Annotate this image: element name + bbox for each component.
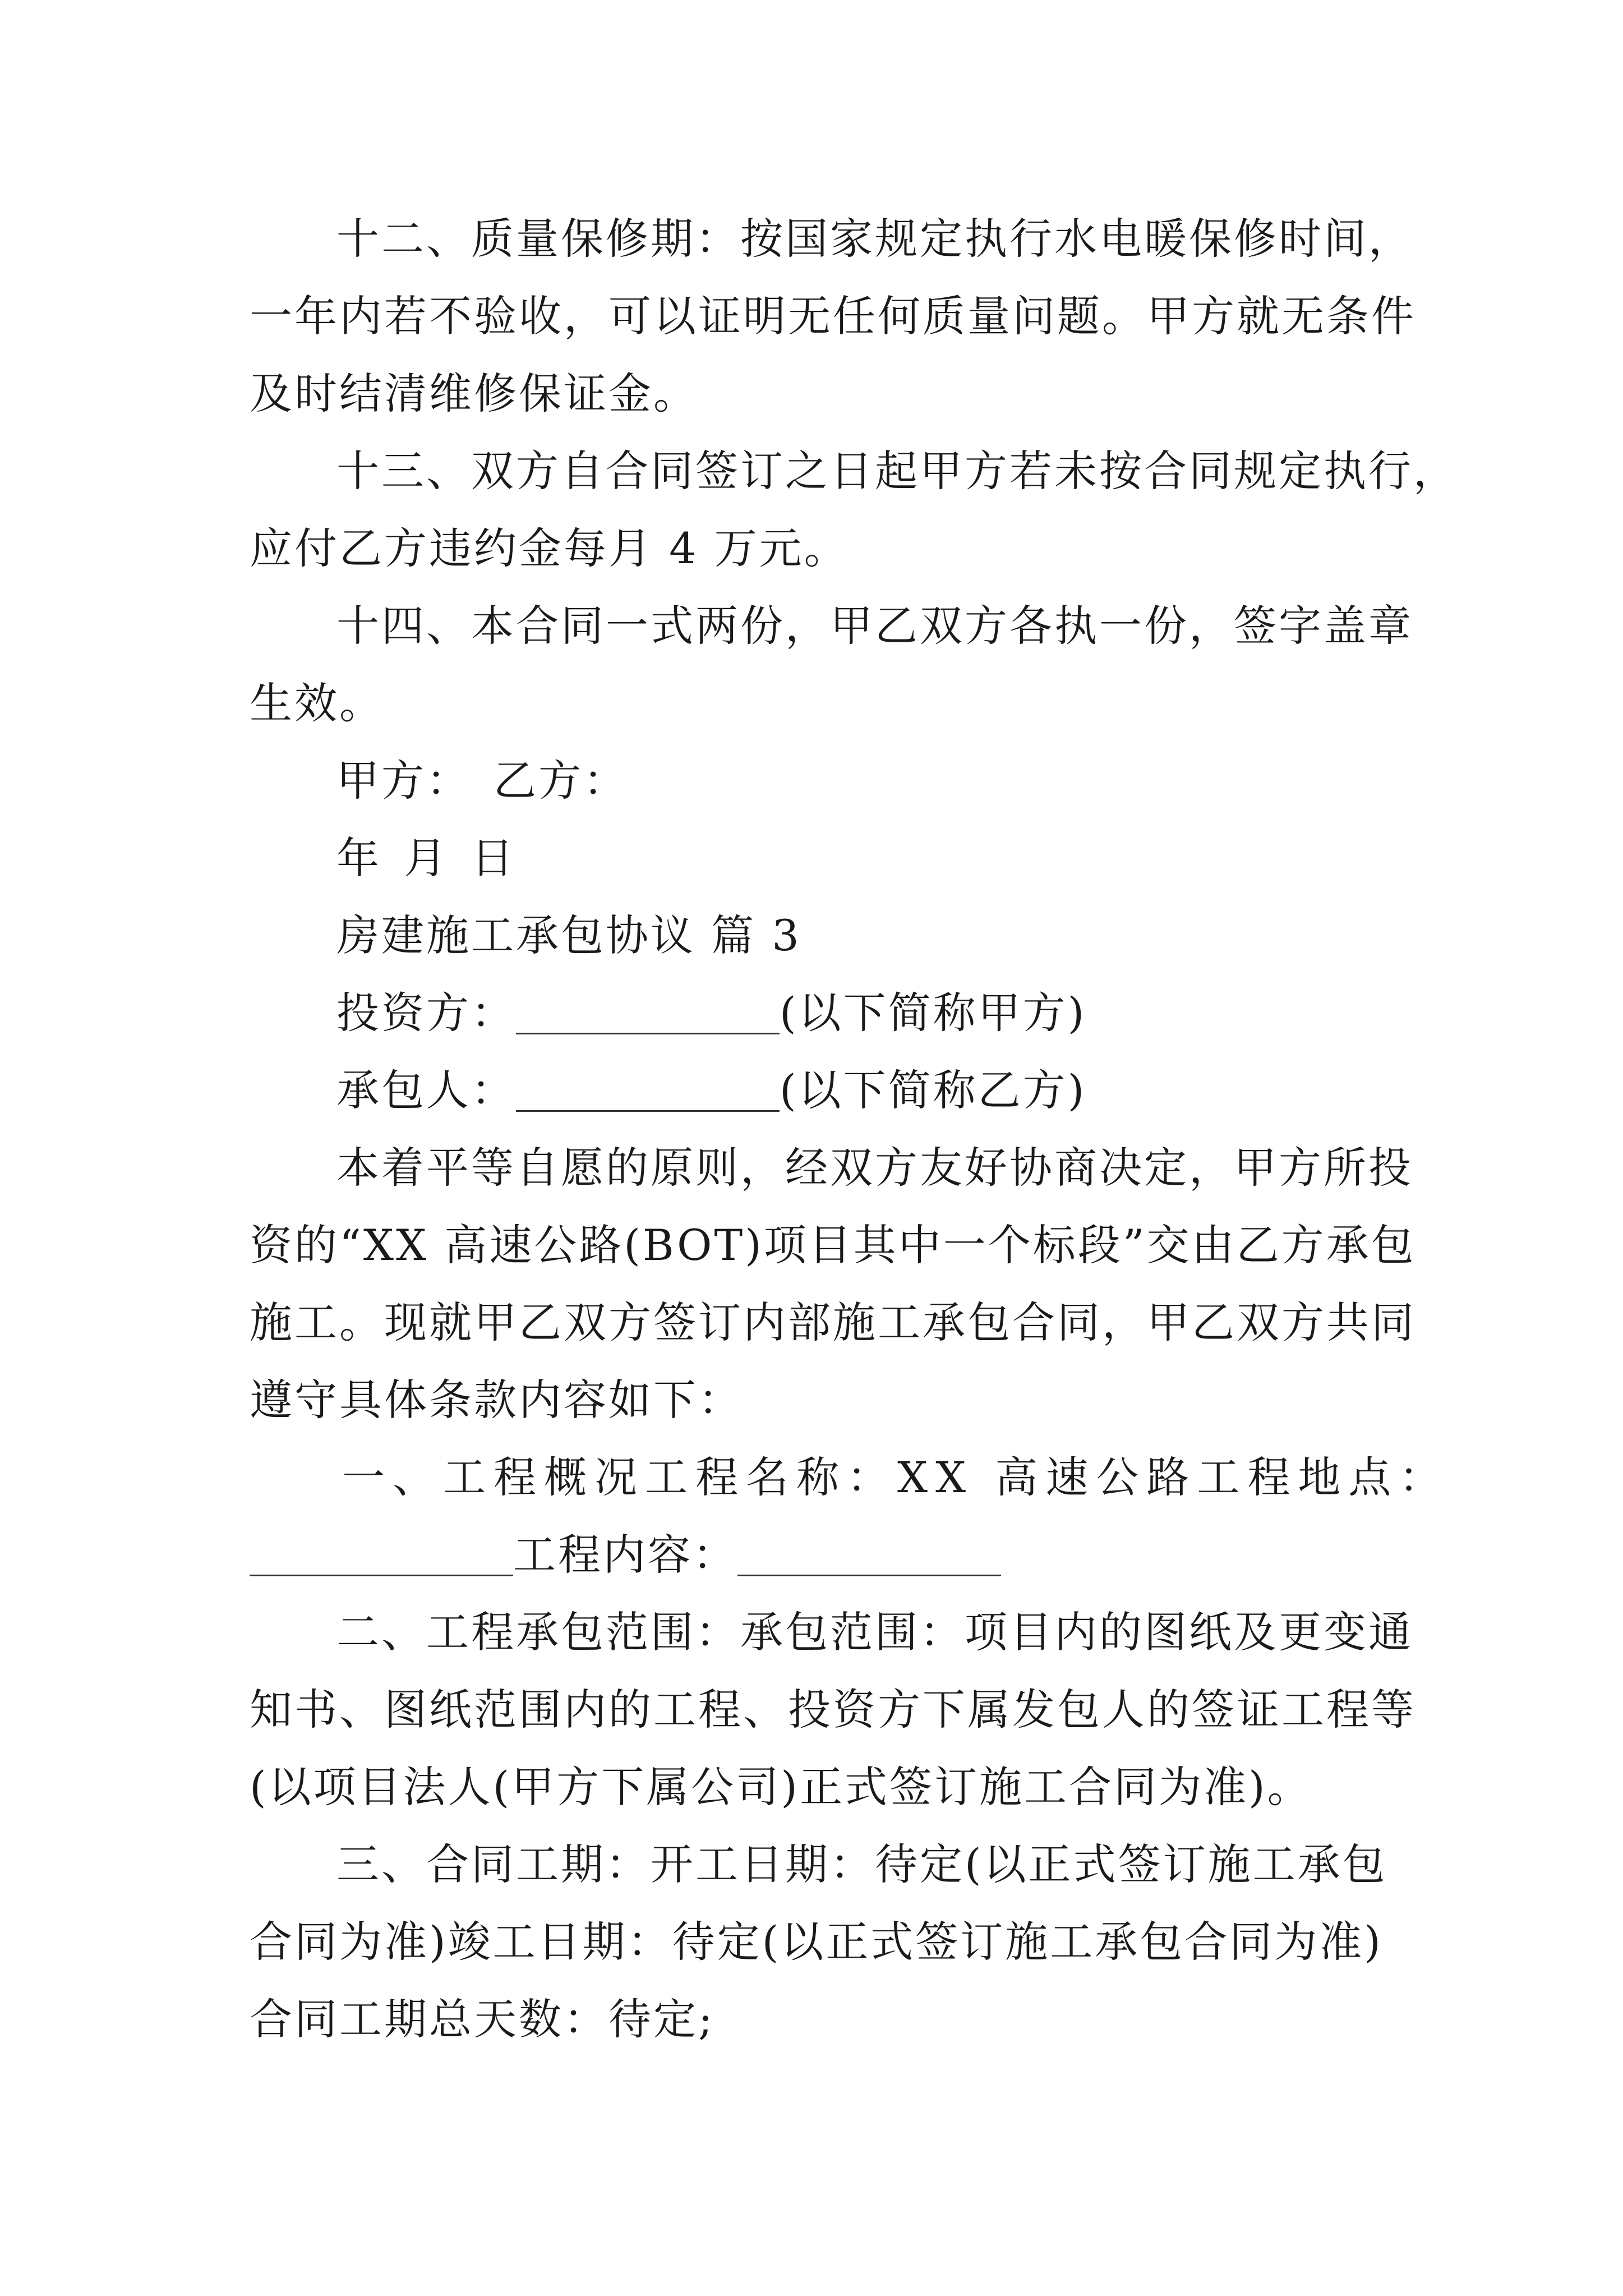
investor-suffix: (以下简称甲方) <box>780 988 1087 1038</box>
month-label: 月 <box>404 833 449 883</box>
clause-3-line-2: 合同为准)竣工日期：待定(以正式签订施工承包合同为准) <box>250 1917 1383 1967</box>
party-a-label: 甲方： <box>336 756 471 806</box>
clause-2-line-1: 二、工程承包范围：承包范围：项目内的图纸及更变通 <box>336 1607 1413 1657</box>
intro-line-1: 本着平等自愿的原则，经双方友好协商决定，甲方所投 <box>336 1143 1413 1193</box>
project-content-label: 工程内容： <box>513 1530 737 1580</box>
project-content-blank <box>737 1539 1001 1576</box>
clause-1-line-2 <box>250 1530 1394 1580</box>
intro-line-4: 遵守具体条款内容如下： <box>250 1375 743 1425</box>
clause-2-line-3: (以项目法人(甲方下属公司)正式签订施工合同为准)。 <box>250 1762 1312 1812</box>
contractor-label: 承包人： <box>336 1065 516 1115</box>
signature-parties <box>336 756 1481 806</box>
clause-12-line-1: 十二、质量保修期：按国家规定执行水电暖保修时间， <box>336 214 1413 264</box>
investor-line <box>336 988 1481 1038</box>
clause-3-line-1: 三、合同工期：开工日期：待定(以正式签订施工承包 <box>336 1839 1387 1889</box>
project-location-blank <box>250 1539 513 1576</box>
section-title: 房建施工承包协议 篇 3 <box>336 910 801 960</box>
clause-3-line-3: 合同工期总天数：待定; <box>250 1994 715 2044</box>
investor-label: 投资方： <box>336 988 516 1038</box>
contractor-blank <box>516 1074 780 1112</box>
signature-date <box>336 833 1481 883</box>
clause-12-line-2: 一年内若不验收，可以证明无任何质量问题。甲方就无条件 <box>250 291 1416 341</box>
intro-line-2: 资的“XX 高速公路(BOT)项目其中一个标段”交由乙方承包 <box>250 1220 1416 1270</box>
clause-2-line-2: 知书、图纸范围内的工程、投资方下属发包人的签证工程等 <box>250 1685 1416 1734</box>
party-b-label: 乙方： <box>494 756 628 806</box>
year-label: 年 <box>336 833 381 883</box>
clause-1-line-1: 一、工程概况工程名称：XX 高速公路工程地点： <box>342 1452 1450 1502</box>
contractor-line <box>336 1065 1481 1115</box>
clause-14-line-1: 十四、本合同一式两份，甲乙双方各执一份，签字盖章 <box>336 601 1413 651</box>
clause-12-line-3: 及时结清维修保证金。 <box>250 369 698 418</box>
clause-13-line-1: 十三、双方自合同签订之日起甲方若未按合同规定执行， <box>336 446 1458 496</box>
investor-blank <box>516 997 780 1034</box>
clause-14-line-2: 生效。 <box>250 678 384 728</box>
day-label: 日 <box>471 833 516 883</box>
contractor-suffix: (以下简称乙方) <box>780 1065 1087 1115</box>
intro-line-3: 施工。现就甲乙双方签订内部施工承包合同，甲乙双方共同 <box>250 1297 1416 1347</box>
clause-13-line-2: 应付乙方违约金每月 4 万元。 <box>250 523 849 573</box>
